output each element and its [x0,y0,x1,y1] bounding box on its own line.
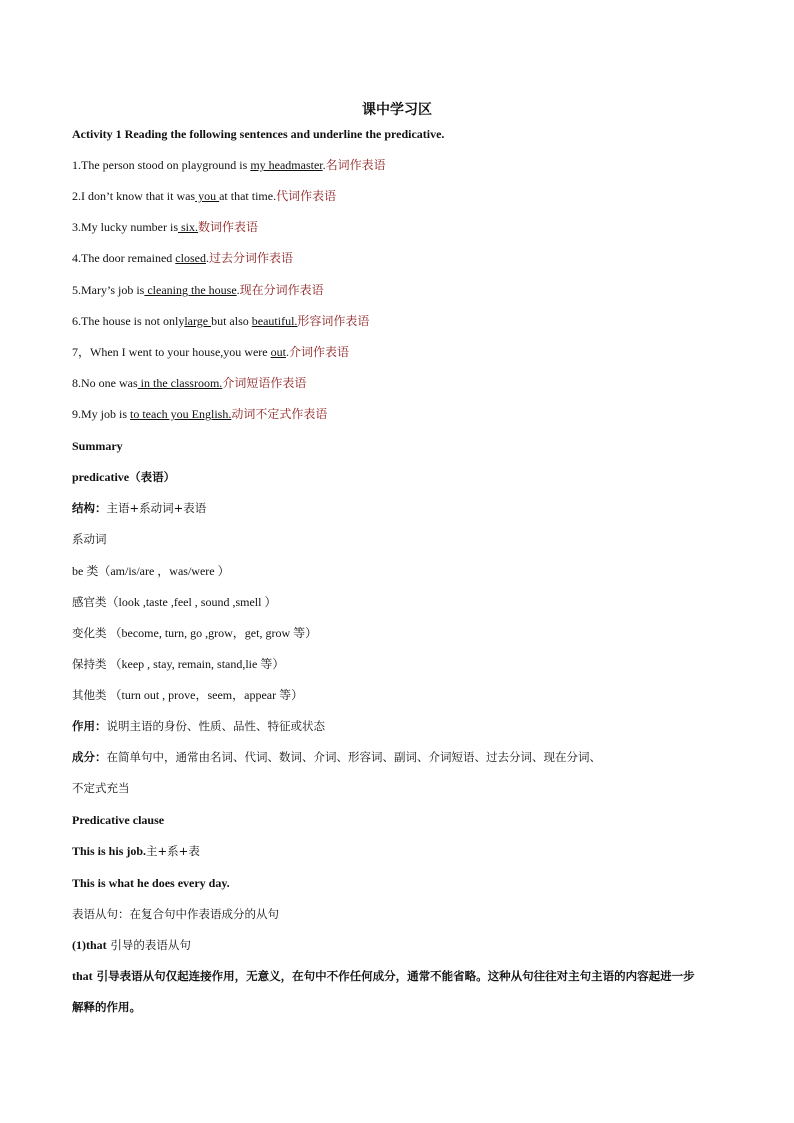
function-text: 说明主语的身份、性质、品性、特征或状态 [106,719,325,733]
that-clause-heading [72,937,191,953]
keep-label: 保持类 [72,657,107,671]
definition-label: 表语从句： [72,907,130,921]
sentence-text: 7，When I went to your house,you were [72,345,271,359]
grammar-note: 介词短语作表语 [222,376,307,390]
other-label: 其他类 [72,688,107,702]
sentence-text: 8.No one was [72,376,138,390]
change-verbs-line [72,625,317,641]
definition-text: 在复合句中作表语成分的从句 [129,907,279,921]
sentence-text: 3.My lucky number is [72,220,178,234]
components-label: 成分： [72,750,107,764]
sentence-text: . [285,345,289,359]
underlined-predicative: you [195,189,220,203]
grammar-note: 代词作表语 [276,189,337,203]
grammar-note: 介词作表语 [288,345,349,359]
sentence-4 [72,250,293,266]
sentence-1 [72,157,386,173]
that-heading-en: (1)that [72,938,107,952]
predicative-cn: （表语） [129,470,176,484]
sentence-text: 9.My job is [72,407,131,421]
be-class-line [72,563,230,579]
structure-line [72,500,206,516]
sentence-7 [72,344,349,360]
linking-verbs-heading: 系动词 [72,532,107,546]
that-clause-description [72,968,695,984]
sentence-text: . [205,251,209,265]
summary-heading: Summary [72,439,123,453]
that-desc-cn: 引导表语从句仅起连接作用，无意义，在句中不作任何成分，通常不能省略。这种从句往往对主句主语的内容起进一步 [92,969,695,983]
sentence-text: 6.The house is not only [72,314,185,328]
example-structure: 主+系+表 [146,844,200,858]
sentence-text: 4.The door remained [72,251,176,265]
sense-verbs-line [72,594,276,610]
change-text: （become, turn, go ,grow，get, grow 等） [106,626,318,640]
underlined-predicative: six. [178,220,199,234]
components-text: 在简单句中，通常由名词、代词、数词、介词、形容词、副词、介词短语、过去分词、现在分词、 [106,750,601,764]
grammar-note: 现在分词作表语 [239,283,324,297]
sentence-text: . [236,283,240,297]
clause-definition [72,906,279,922]
example-1 [72,843,200,859]
underlined-predicative: cleaning the house [144,283,237,297]
function-label: 作用： [72,719,107,733]
sentence-9 [72,406,327,422]
be-class-label: be 类 [72,564,99,578]
that-desc-en: that [72,969,93,983]
sentence-text: . [322,158,326,172]
be-class-text: （am/is/are ，was/were ） [98,564,230,578]
sentence-8 [72,375,306,391]
sentence-text: 2.I don’t know that it was [72,189,196,203]
sense-label: 感官类 [72,595,107,609]
predicative-label: predicative [72,470,130,484]
other-verbs-line [72,687,303,703]
that-clause-description-2: 解释的作用。 [72,1000,141,1014]
underlined-predicative: to teach you English. [130,407,232,421]
sentence-text: but also [211,314,252,328]
sentence-3 [72,219,258,235]
underlined-predicative: in the classroom. [137,376,223,390]
grammar-note: 动词不定式作表语 [231,407,328,421]
structure-label: 结构： [72,501,107,515]
components-line-2: 不定式充当 [72,781,130,795]
sentence-text: 5.Mary’s job is [72,283,145,297]
predicative-clause-heading: Predicative clause [72,813,165,827]
activity-heading: Activity 1 Reading the following sentences and underline the predicative. [72,127,445,141]
other-text: （turn out , prove，seem，appear 等） [106,688,304,702]
underlined-predicative: my headmaster [250,158,323,172]
example-2: This is what he does every day. [72,876,230,890]
underlined-predicative: large [184,314,212,328]
grammar-note: 数词作表语 [198,220,259,234]
underlined-predicative: beautiful. [251,314,298,328]
grammar-note: 名词作表语 [325,158,386,172]
sentence-6 [72,313,369,329]
function-line [72,718,325,734]
keep-verbs-line [72,656,284,672]
change-label: 变化类 [72,626,107,640]
underlined-predicative: out [270,345,286,359]
keep-text: （keep , stay, remain, stand,lie 等） [106,657,285,671]
predicative-definition [72,469,175,485]
sentence-text: 1.The person stood on playground is [72,158,251,172]
that-heading-cn: 引导的表语从句 [106,938,191,952]
sentence-text: at that time. [219,189,277,203]
sentence-5 [72,282,324,298]
example-sentence: This is his job. [72,844,147,858]
grammar-note: 过去分词作表语 [208,251,293,265]
components-line [72,749,601,765]
grammar-note: 形容词作表语 [297,314,370,328]
page-title: 课中学习区 [362,102,432,118]
underlined-predicative: closed [175,251,206,265]
sentence-2 [72,188,336,204]
sense-text: （look ,taste ,feel , sound ,smell ） [106,595,277,609]
structure-text: 主语+系动词+表语 [106,501,207,515]
